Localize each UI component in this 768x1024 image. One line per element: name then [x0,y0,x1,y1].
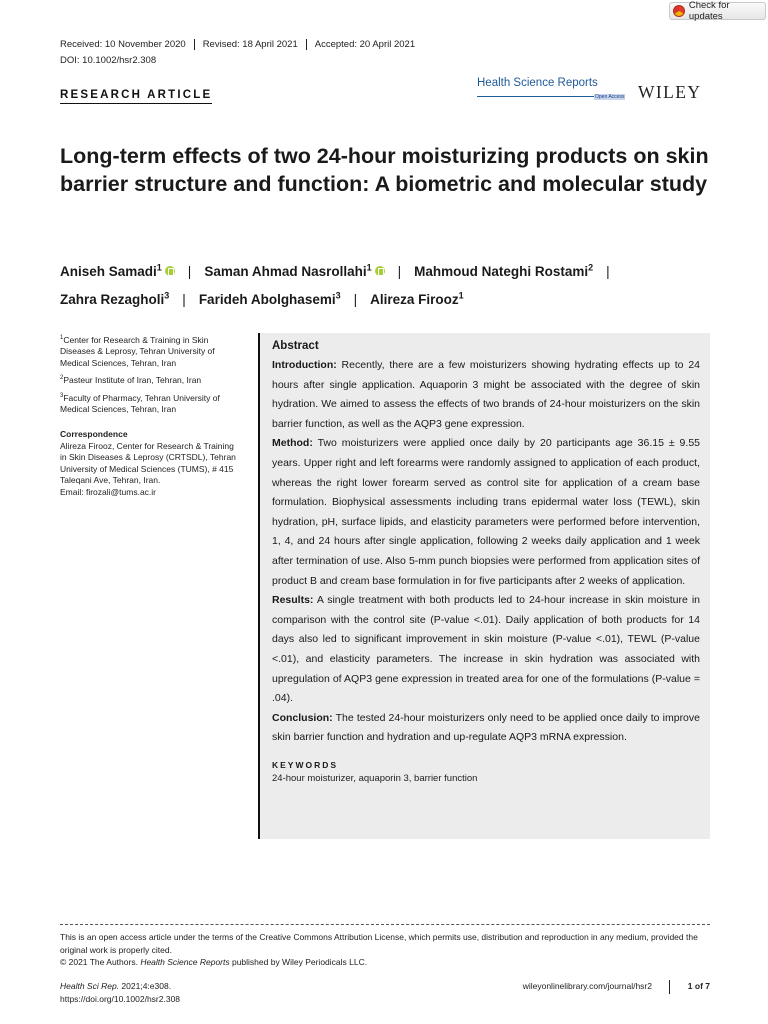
crossmark-icon [673,5,685,17]
journal-logo [477,77,627,100]
author[interactable]: Aniseh Samadi$^1$ [60,262,162,279]
license-text: This is an open access article under the terms of the Creative Commons Attribution License, which permits use, distribution and reproduction in any medium, provided the original work is properly cited. [60,932,698,955]
abstract-conclusion: Conclusion: The tested 24-hour moisturizers only need to be applied once daily to improve skin barrier function and hydration and up-regulate AQP3 mRNA expression. [272,711,700,744]
article-title: Long-term effects of two 24-hour moisturizing products on skin barrier structure and function: A biometric and molecular study [60,144,709,196]
abstract-introduction: Introduction: Recently, there are a few moisturizers showing hydrating effects up to 24 hours after single application. Aquaporin 3 might be associated with the degree of skin hydration. We aimed to assess the effects of two brands of 24-hour moisturizers on the skin barrier function, as well as the AQP3 gene expression. [272,359,700,430]
publisher-logo: WILEY [638,82,702,102]
citation: Health Sci Rep. 2021;4:e308. https://doi.org/10.1002/hsr2.308 [60,981,181,1004]
received-date: Received: 10 November 2020 [60,39,186,50]
journal-underline [477,96,594,97]
check-for-updates-button[interactable] [669,2,766,20]
copyright: © 2021 The Authors. Health Science Reports published by Wiley Periodicals LLC. [60,957,368,967]
abstract-results: Results: A single treatment with both products led to 24-hour increase in skin moisture in comparison with the control site (P-value <.01). Daily application of both products for 14 days also led to significant improvement in skin moisture (P-value <.01), TEWL (P-value <.01), and elasticity parameters. The increase in skin hydration was associated with upregulation of AQP3 gene expression in treated area for one of the formulations (P-value = .04). [272,594,700,705]
revised-date: Revised: 18 April 2021 [194,39,306,50]
affiliation: $^3$Faculty of Pharmacy, Tehran University of Medical Sciences, Tehran, Iran [60,392,220,414]
abstract-box [258,333,710,839]
author[interactable]: Zahra Rezagholi$^3$ [60,290,170,307]
author-list: Aniseh Samadi$^1$ | Saman Ahmad Nasrollahi$^1$ | Mahmoud Nateghi Rostami$^2$ | Zahra Rezagholi$^3$ | Farideh Abolghasemi$^3$ | Alireza Firooz$^1$ [60,262,610,307]
author[interactable]: Saman Ahmad Nasrollahi$^1$ [204,262,372,279]
accepted-date: Accepted: 20 April 2021 [306,39,423,50]
author[interactable]: Mahmoud Nateghi Rostami$^2$ [414,262,594,279]
license-notice [60,924,710,969]
author[interactable]: Farideh Abolghasemi$^3$ [198,290,341,307]
correspondence-heading: Correspondence [60,429,128,440]
author[interactable]: Alireza Firooz$^1$ [370,290,464,307]
doi-link[interactable]: https://doi.org/10.1002/hsr2.308 [60,994,181,1004]
keywords: 24-hour moisturizer, aquaporin 3, barrier function [272,772,478,784]
check-updates-label: Check for updates [688,0,730,22]
affiliation: $^1$Center for Research & Training in Skin Diseases & Leprosy, Tehran University of Medical Sciences, Tehran, Iran [60,334,215,368]
journal-name: Health Science Reports [477,77,598,89]
abstract-heading: Abstract [272,340,319,352]
keywords-heading: KEYWORDS [272,759,339,770]
page-number: 1 of 7 [669,980,710,994]
abstract-method: Method: Two moisturizers were applied once daily by 20 participants age 36.15 ± 9.55 years. Upper right and left forearms were randomly assigned to application of each product, whereas the right lower forearm served as control site for application of a cream base formulation. Biophysical assessments including trans epidermal water loss (TEWL), skin hydration, pH, surface lipids, and elasticity parameters were performed before intervention, 1, 4, and 24 hours after single application, following 2 weeks daily application and 1 week after termination of use. Also 5-mm punch biopsies were performed from application sites of product B and cream base formulation in for five participants after 2 weeks of application. [272,437,700,587]
article-type: RESEARCH ARTICLE [60,89,212,104]
affiliations [60,333,240,498]
article-dates [60,39,423,50]
correspondence-address: Alireza Firooz, Center for Research & Training in Skin Diseases & Leprosy (CRTSDL), Tehran University of Medical Sciences (TUMS), # 415 Taleqani Ave, Tehran, Iran. [60,440,236,486]
journal-url[interactable]: wileyonlinelibrary.com/journal/hsr2 [522,981,652,991]
affiliation: $^2$Pasteur Institute of Iran, Tehran, Iran [60,375,202,386]
doi: DOI: 10.1002/hsr2.308 [60,55,157,66]
orcid-icon[interactable] [165,266,175,276]
open-access-tag: Open Access [595,94,625,100]
orcid-icon[interactable] [375,266,385,276]
correspondence-email[interactable]: Email: firozali@tums.ac.ir [60,486,157,497]
